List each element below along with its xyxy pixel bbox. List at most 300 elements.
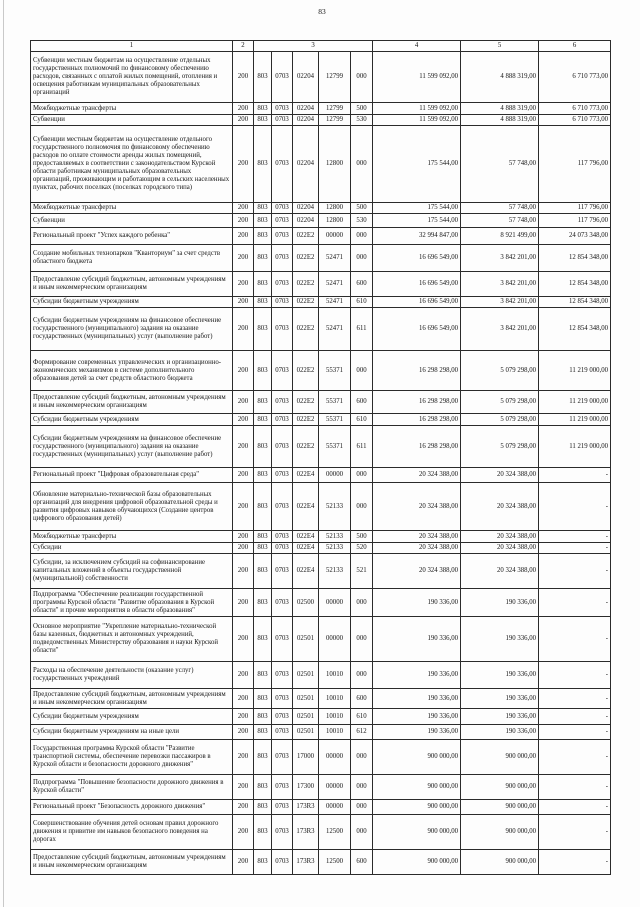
amount-col-5-cell: 5 079 298,00: [461, 351, 539, 391]
code-cell-4: 173R3: [293, 800, 319, 815]
amount-col-6-cell: 6 710 773,00: [539, 103, 611, 115]
code-cell-2: 803: [254, 228, 272, 245]
code-cell-1: 200: [233, 689, 254, 709]
code-cell-2: 803: [254, 308, 272, 351]
code-cell-4: 17300: [293, 775, 319, 800]
amount-col-5-cell: 190 336,00: [461, 589, 539, 617]
code-cell-3: 0703: [272, 52, 293, 103]
code-cell-1: 200: [233, 617, 254, 662]
row-description: Предоставление субсидий бюджетным, автономным учреждениям и иным некоммерческим организациям: [31, 272, 233, 297]
code-cell-2: 803: [254, 214, 272, 228]
code-cell-5: 10010: [319, 709, 351, 725]
code-cell-4: 02204: [293, 115, 319, 126]
code-cell-1: 200: [233, 483, 254, 531]
amount-col-6-cell: 12 854 348,00: [539, 245, 611, 272]
amount-col-6-cell: 11 219 000,00: [539, 391, 611, 414]
table-row: [31, 483, 611, 531]
row-description: Предоставление субсидий бюджетным, автономным учреждениям и иным некоммерческим организациям: [31, 391, 233, 414]
amount-col-4-cell: 20 324 388,00: [373, 531, 461, 543]
code-cell-1: 200: [233, 815, 254, 850]
code-cell-5: 10010: [319, 689, 351, 709]
code-cell-1: 200: [233, 414, 254, 426]
code-cell-3: 0703: [272, 468, 293, 483]
code-cell-1: 200: [233, 709, 254, 725]
amount-col-5-cell: 900 000,00: [461, 815, 539, 850]
amount-col-6-cell: -: [539, 543, 611, 554]
amount-col-4-cell: 20 324 388,00: [373, 483, 461, 531]
code-cell-5: 00000: [319, 617, 351, 662]
code-cell-4: 022E2: [293, 414, 319, 426]
row-description: Формирование современных управленческих и организационно-экономических механизмов в системе дополнительного образования детей за счет средств областного бюджета: [31, 351, 233, 391]
amount-col-6-cell: -: [539, 662, 611, 689]
code-cell-1: 200: [233, 52, 254, 103]
code-cell-1: 200: [233, 775, 254, 800]
code-cell-3: 0703: [272, 689, 293, 709]
amount-col-5-cell: 8 921 499,00: [461, 228, 539, 245]
code-cell-2: 803: [254, 850, 272, 875]
amount-col-5-cell: 900 000,00: [461, 850, 539, 875]
code-cell-6: 000: [351, 589, 373, 617]
code-cell-6: 612: [351, 725, 373, 740]
code-cell-6: 000: [351, 245, 373, 272]
code-cell-5: 52471: [319, 272, 351, 297]
amount-col-5-cell: 3 842 201,00: [461, 297, 539, 308]
code-cell-1: 200: [233, 426, 254, 468]
amount-col-5-cell: 190 336,00: [461, 617, 539, 662]
amount-col-6-cell: -: [539, 815, 611, 850]
code-cell-2: 803: [254, 617, 272, 662]
table-row: [31, 800, 611, 815]
amount-col-5-cell: 4 888 319,00: [461, 103, 539, 115]
code-cell-3: 0703: [272, 126, 293, 203]
table-row: [31, 815, 611, 850]
row-description: Межбюджетные трансферты: [31, 531, 233, 543]
amount-col-6-cell: -: [539, 589, 611, 617]
code-cell-1: 200: [233, 531, 254, 543]
amount-col-5-cell: 3 842 201,00: [461, 308, 539, 351]
amount-col-5-cell: 190 336,00: [461, 689, 539, 709]
code-cell-3: 0703: [272, 272, 293, 297]
code-cell-6: 000: [351, 351, 373, 391]
code-cell-1: 200: [233, 228, 254, 245]
code-cell-4: 17000: [293, 740, 319, 775]
code-cell-5: 52133: [319, 531, 351, 543]
code-cell-1: 200: [233, 245, 254, 272]
row-description: Подпрограмма "Повышение безопасности дорожного движения в Курской области": [31, 775, 233, 800]
code-cell-5: 12800: [319, 126, 351, 203]
code-cell-5: 52471: [319, 245, 351, 272]
code-cell-3: 0703: [272, 554, 293, 589]
amount-col-4-cell: 190 336,00: [373, 709, 461, 725]
code-cell-6: 520: [351, 543, 373, 554]
amount-col-6-cell: -: [539, 725, 611, 740]
code-cell-3: 0703: [272, 103, 293, 115]
code-cell-2: 803: [254, 740, 272, 775]
code-cell-4: 022E2: [293, 245, 319, 272]
code-cell-1: 200: [233, 662, 254, 689]
table-row: [31, 554, 611, 589]
amount-col-4-cell: 11 599 092,00: [373, 103, 461, 115]
amount-col-6-cell: 6 710 773,00: [539, 115, 611, 126]
row-description: Подпрограмма "Обеспечение реализации государственной программы Курской области "Развитие образования в Курской области" и прочие мероприятия в области образования": [31, 589, 233, 617]
row-description: Обновление материально-технической базы образовательных организаций для внедрения цифровой образовательной среды и развития цифровых навыков обучающихся (Создание центров цифрового образования детей): [31, 483, 233, 531]
amount-col-6-cell: -: [539, 617, 611, 662]
amount-col-5-cell: 900 000,00: [461, 740, 539, 775]
code-cell-2: 803: [254, 203, 272, 214]
amount-col-6-cell: -: [539, 709, 611, 725]
table-row: [31, 308, 611, 351]
table-row: [31, 689, 611, 709]
code-cell-1: 200: [233, 115, 254, 126]
row-description: Субсидии бюджетным учреждениям: [31, 709, 233, 725]
amount-col-5-cell: 190 336,00: [461, 662, 539, 689]
code-cell-5: 10010: [319, 725, 351, 740]
code-cell-4: 02500: [293, 589, 319, 617]
code-cell-3: 0703: [272, 709, 293, 725]
code-cell-3: 0703: [272, 617, 293, 662]
code-cell-5: 52133: [319, 554, 351, 589]
amount-col-5-cell: 190 336,00: [461, 709, 539, 725]
code-cell-4: 022E2: [293, 308, 319, 351]
table-row: [31, 52, 611, 103]
code-cell-2: 803: [254, 468, 272, 483]
code-cell-6: 000: [351, 617, 373, 662]
amount-col-4-cell: 20 324 388,00: [373, 468, 461, 483]
amount-col-6-cell: -: [539, 483, 611, 531]
table-row: [31, 103, 611, 115]
amount-col-4-cell: 190 336,00: [373, 662, 461, 689]
amount-col-4-cell: 11 599 092,00: [373, 52, 461, 103]
code-cell-5: 00000: [319, 775, 351, 800]
code-cell-6: 000: [351, 468, 373, 483]
code-cell-2: 803: [254, 115, 272, 126]
code-cell-2: 803: [254, 351, 272, 391]
amount-col-5-cell: 20 324 388,00: [461, 554, 539, 589]
code-cell-5: 52133: [319, 483, 351, 531]
table-row: [31, 850, 611, 875]
code-cell-6: 000: [351, 228, 373, 245]
code-cell-3: 0703: [272, 351, 293, 391]
code-cell-6: 000: [351, 815, 373, 850]
amount-col-4-cell: 16 298 298,00: [373, 414, 461, 426]
code-cell-1: 200: [233, 468, 254, 483]
amount-col-4-cell: 190 336,00: [373, 689, 461, 709]
code-cell-5: 55371: [319, 414, 351, 426]
code-cell-3: 0703: [272, 308, 293, 351]
amount-col-4-cell: 900 000,00: [373, 850, 461, 875]
amount-col-5-cell: 57 748,00: [461, 203, 539, 214]
code-cell-1: 200: [233, 554, 254, 589]
code-cell-4: 02501: [293, 662, 319, 689]
code-cell-6: 000: [351, 740, 373, 775]
code-cell-4: 02501: [293, 725, 319, 740]
amount-col-4-cell: 190 336,00: [373, 617, 461, 662]
code-cell-2: 803: [254, 709, 272, 725]
row-description: Субвенции местным бюджетам на осуществление отдельных государственных полномочий по финансовому обеспечению расходов, связанных с оплатой жилых помещений, отопления и освещения работникам муниципальных образовательных организаций: [31, 52, 233, 103]
code-cell-3: 0703: [272, 775, 293, 800]
code-cell-5: 55371: [319, 391, 351, 414]
row-description: Региональный проект "Цифровая образовательная среда": [31, 468, 233, 483]
row-description: Межбюджетные трансферты: [31, 103, 233, 115]
code-cell-1: 200: [233, 214, 254, 228]
amount-col-4-cell: 175 544,00: [373, 203, 461, 214]
amount-col-5-cell: 20 324 388,00: [461, 468, 539, 483]
amount-col-5-cell: 20 324 388,00: [461, 483, 539, 531]
code-cell-3: 0703: [272, 662, 293, 689]
amount-col-4-cell: 900 000,00: [373, 740, 461, 775]
code-cell-5: 52133: [319, 543, 351, 554]
code-cell-2: 803: [254, 800, 272, 815]
code-cell-2: 803: [254, 815, 272, 850]
amount-col-5-cell: 3 842 201,00: [461, 245, 539, 272]
code-cell-2: 803: [254, 531, 272, 543]
row-description: Субсидии бюджетным учреждениям на иные цели: [31, 725, 233, 740]
code-cell-6: 000: [351, 483, 373, 531]
code-cell-1: 200: [233, 589, 254, 617]
row-description: Предоставление субсидий бюджетным, автономным учреждениям и иным некоммерческим организациям: [31, 689, 233, 709]
code-cell-5: 12800: [319, 203, 351, 214]
column-number-header: 6: [539, 41, 611, 52]
code-cell-6: 000: [351, 662, 373, 689]
amount-col-5-cell: 20 324 388,00: [461, 531, 539, 543]
row-description: Региональный проект "Успех каждого ребенка": [31, 228, 233, 245]
amount-col-6-cell: 24 073 348,00: [539, 228, 611, 245]
amount-col-5-cell: 4 888 319,00: [461, 52, 539, 103]
code-cell-5: 10010: [319, 662, 351, 689]
row-description: Межбюджетные трансферты: [31, 203, 233, 214]
amount-col-4-cell: 16 298 298,00: [373, 426, 461, 468]
code-cell-2: 803: [254, 775, 272, 800]
row-description: Субсидии бюджетным учреждениям на финансовое обеспечение государственного (муниципального) задания на оказание государственных (муниципальных) услуг (выполнение работ): [31, 308, 233, 351]
code-cell-4: 022E4: [293, 468, 319, 483]
code-cell-5: 00000: [319, 468, 351, 483]
amount-col-6-cell: 117 796,00: [539, 126, 611, 203]
amount-col-4-cell: 16 696 549,00: [373, 272, 461, 297]
code-cell-2: 803: [254, 554, 272, 589]
amount-col-4-cell: 16 696 549,00: [373, 297, 461, 308]
table-row: [31, 740, 611, 775]
column-number-header: 4: [373, 41, 461, 52]
amount-col-6-cell: -: [539, 554, 611, 589]
column-number-header: 3: [254, 41, 373, 52]
amount-col-6-cell: 117 796,00: [539, 203, 611, 214]
column-number-header: 2: [233, 41, 254, 52]
code-cell-6: 530: [351, 115, 373, 126]
table-row: [31, 543, 611, 554]
row-description: Предоставление субсидий бюджетным, автономным учреждениям и иным некоммерческим организациям: [31, 850, 233, 875]
code-cell-6: 600: [351, 391, 373, 414]
code-cell-3: 0703: [272, 531, 293, 543]
code-cell-4: 02204: [293, 214, 319, 228]
code-cell-1: 200: [233, 543, 254, 554]
code-cell-6: 000: [351, 775, 373, 800]
amount-col-5-cell: 5 079 298,00: [461, 414, 539, 426]
code-cell-3: 0703: [272, 543, 293, 554]
row-description: Субсидии, за исключением субсидий на софинансирование капитальных вложений в объекты государственной (муниципальной) собственности: [31, 554, 233, 589]
table-row: [31, 589, 611, 617]
amount-col-6-cell: 12 854 348,00: [539, 308, 611, 351]
code-cell-5: 52471: [319, 297, 351, 308]
code-cell-5: 12799: [319, 103, 351, 115]
code-cell-4: 022E4: [293, 554, 319, 589]
code-cell-1: 200: [233, 297, 254, 308]
amount-col-6-cell: 12 854 348,00: [539, 272, 611, 297]
code-cell-5: 55371: [319, 351, 351, 391]
code-cell-1: 200: [233, 351, 254, 391]
amount-col-4-cell: 190 336,00: [373, 589, 461, 617]
amount-col-5-cell: 3 842 201,00: [461, 272, 539, 297]
code-cell-5: 12799: [319, 52, 351, 103]
code-cell-6: 000: [351, 800, 373, 815]
code-cell-2: 803: [254, 662, 272, 689]
amount-col-4-cell: 32 994 847,00: [373, 228, 461, 245]
table-row: [31, 617, 611, 662]
amount-col-4-cell: 190 336,00: [373, 725, 461, 740]
amount-col-6-cell: 11 219 000,00: [539, 414, 611, 426]
amount-col-4-cell: 900 000,00: [373, 800, 461, 815]
code-cell-4: 02204: [293, 126, 319, 203]
amount-col-5-cell: 900 000,00: [461, 775, 539, 800]
code-cell-6: 600: [351, 689, 373, 709]
code-cell-6: 600: [351, 850, 373, 875]
code-cell-2: 803: [254, 126, 272, 203]
code-cell-3: 0703: [272, 245, 293, 272]
table-row: [31, 351, 611, 391]
code-cell-2: 803: [254, 543, 272, 554]
code-cell-3: 0703: [272, 203, 293, 214]
code-cell-2: 803: [254, 391, 272, 414]
code-cell-4: 173R3: [293, 815, 319, 850]
table-row: [31, 426, 611, 468]
table-row: [31, 297, 611, 308]
amount-col-6-cell: -: [539, 531, 611, 543]
code-cell-3: 0703: [272, 800, 293, 815]
amount-col-5-cell: 900 000,00: [461, 800, 539, 815]
table-row: [31, 203, 611, 214]
column-number-header: 1: [31, 41, 233, 52]
code-cell-4: 02204: [293, 203, 319, 214]
budget-table: [30, 40, 611, 875]
code-cell-3: 0703: [272, 115, 293, 126]
table-row: [31, 272, 611, 297]
code-cell-4: 02501: [293, 689, 319, 709]
code-cell-5: 12800: [319, 214, 351, 228]
row-description: Субвенции местным бюджетам на осуществление отдельного государственного полномочия по финансовому обеспечению расходов по оплате стоимости аренды жилых помещений, предоставляемых в соответствии с законодательством Курской области работникам муниципальных образовательных организаций, проживающим и работающим в сельских населенных пунктах, рабочих поселках (поселках городского типа): [31, 126, 233, 203]
amount-col-4-cell: 16 696 549,00: [373, 245, 461, 272]
code-cell-3: 0703: [272, 850, 293, 875]
amount-col-6-cell: -: [539, 850, 611, 875]
code-cell-6: 000: [351, 52, 373, 103]
amount-col-4-cell: 20 324 388,00: [373, 543, 461, 554]
code-cell-3: 0703: [272, 725, 293, 740]
amount-col-4-cell: 16 298 298,00: [373, 391, 461, 414]
code-cell-2: 803: [254, 483, 272, 531]
code-cell-4: 022E4: [293, 531, 319, 543]
amount-col-6-cell: -: [539, 468, 611, 483]
row-description: Региональный проект "Безопасность дорожного движения": [31, 800, 233, 815]
amount-col-6-cell: 12 854 348,00: [539, 297, 611, 308]
scan-edge-line: [3, 0, 4, 907]
code-cell-1: 200: [233, 126, 254, 203]
code-cell-6: 500: [351, 531, 373, 543]
code-cell-5: 00000: [319, 740, 351, 775]
code-cell-2: 803: [254, 689, 272, 709]
code-cell-6: 610: [351, 414, 373, 426]
row-description: Субсидии бюджетным учреждениям: [31, 297, 233, 308]
column-number-row: [31, 41, 611, 52]
row-description: Субсидии: [31, 543, 233, 554]
table-row: [31, 662, 611, 689]
amount-col-6-cell: 117 796,00: [539, 214, 611, 228]
code-cell-1: 200: [233, 203, 254, 214]
code-cell-5: 52471: [319, 308, 351, 351]
code-cell-2: 803: [254, 52, 272, 103]
row-description: Субвенции: [31, 115, 233, 126]
code-cell-6: 610: [351, 709, 373, 725]
amount-col-4-cell: 16 298 298,00: [373, 351, 461, 391]
code-cell-6: 500: [351, 203, 373, 214]
code-cell-6: 600: [351, 272, 373, 297]
code-cell-2: 803: [254, 297, 272, 308]
amount-col-4-cell: 175 544,00: [373, 214, 461, 228]
code-cell-2: 803: [254, 245, 272, 272]
table-row: [31, 115, 611, 126]
table-row: [31, 245, 611, 272]
code-cell-3: 0703: [272, 414, 293, 426]
amount-col-4-cell: 11 599 092,00: [373, 115, 461, 126]
row-description: Государственная программа Курской области "Развитие транспортной системы, обеспечение перевозки пассажиров в Курской области и безопасности дорожного движения": [31, 740, 233, 775]
table-row: [31, 775, 611, 800]
amount-col-5-cell: 57 748,00: [461, 214, 539, 228]
amount-col-6-cell: 11 219 000,00: [539, 351, 611, 391]
code-cell-6: 610: [351, 297, 373, 308]
amount-col-4-cell: 900 000,00: [373, 775, 461, 800]
code-cell-3: 0703: [272, 426, 293, 468]
table-row: [31, 391, 611, 414]
code-cell-4: 022E2: [293, 426, 319, 468]
code-cell-2: 803: [254, 103, 272, 115]
amount-col-4-cell: 20 324 388,00: [373, 554, 461, 589]
table-row: [31, 709, 611, 725]
page-number: 83: [318, 7, 326, 16]
code-cell-4: 022E4: [293, 543, 319, 554]
code-cell-4: 022E2: [293, 228, 319, 245]
amount-col-6-cell: 11 219 000,00: [539, 426, 611, 468]
code-cell-6: 611: [351, 308, 373, 351]
code-cell-5: 00000: [319, 589, 351, 617]
code-cell-4: 022E4: [293, 483, 319, 531]
code-cell-5: 12799: [319, 115, 351, 126]
code-cell-2: 803: [254, 426, 272, 468]
code-cell-2: 803: [254, 589, 272, 617]
table-body: [31, 52, 611, 875]
code-cell-1: 200: [233, 308, 254, 351]
amount-col-6-cell: -: [539, 800, 611, 815]
code-cell-6: 000: [351, 126, 373, 203]
code-cell-5: 12500: [319, 815, 351, 850]
table-row: [31, 214, 611, 228]
code-cell-5: 12500: [319, 850, 351, 875]
table-row: [31, 468, 611, 483]
code-cell-4: 022E2: [293, 351, 319, 391]
code-cell-4: 02501: [293, 617, 319, 662]
table-row: [31, 531, 611, 543]
amount-col-6-cell: -: [539, 740, 611, 775]
column-number-header: 5: [461, 41, 539, 52]
code-cell-4: 02204: [293, 103, 319, 115]
code-cell-3: 0703: [272, 391, 293, 414]
amount-col-6-cell: -: [539, 775, 611, 800]
